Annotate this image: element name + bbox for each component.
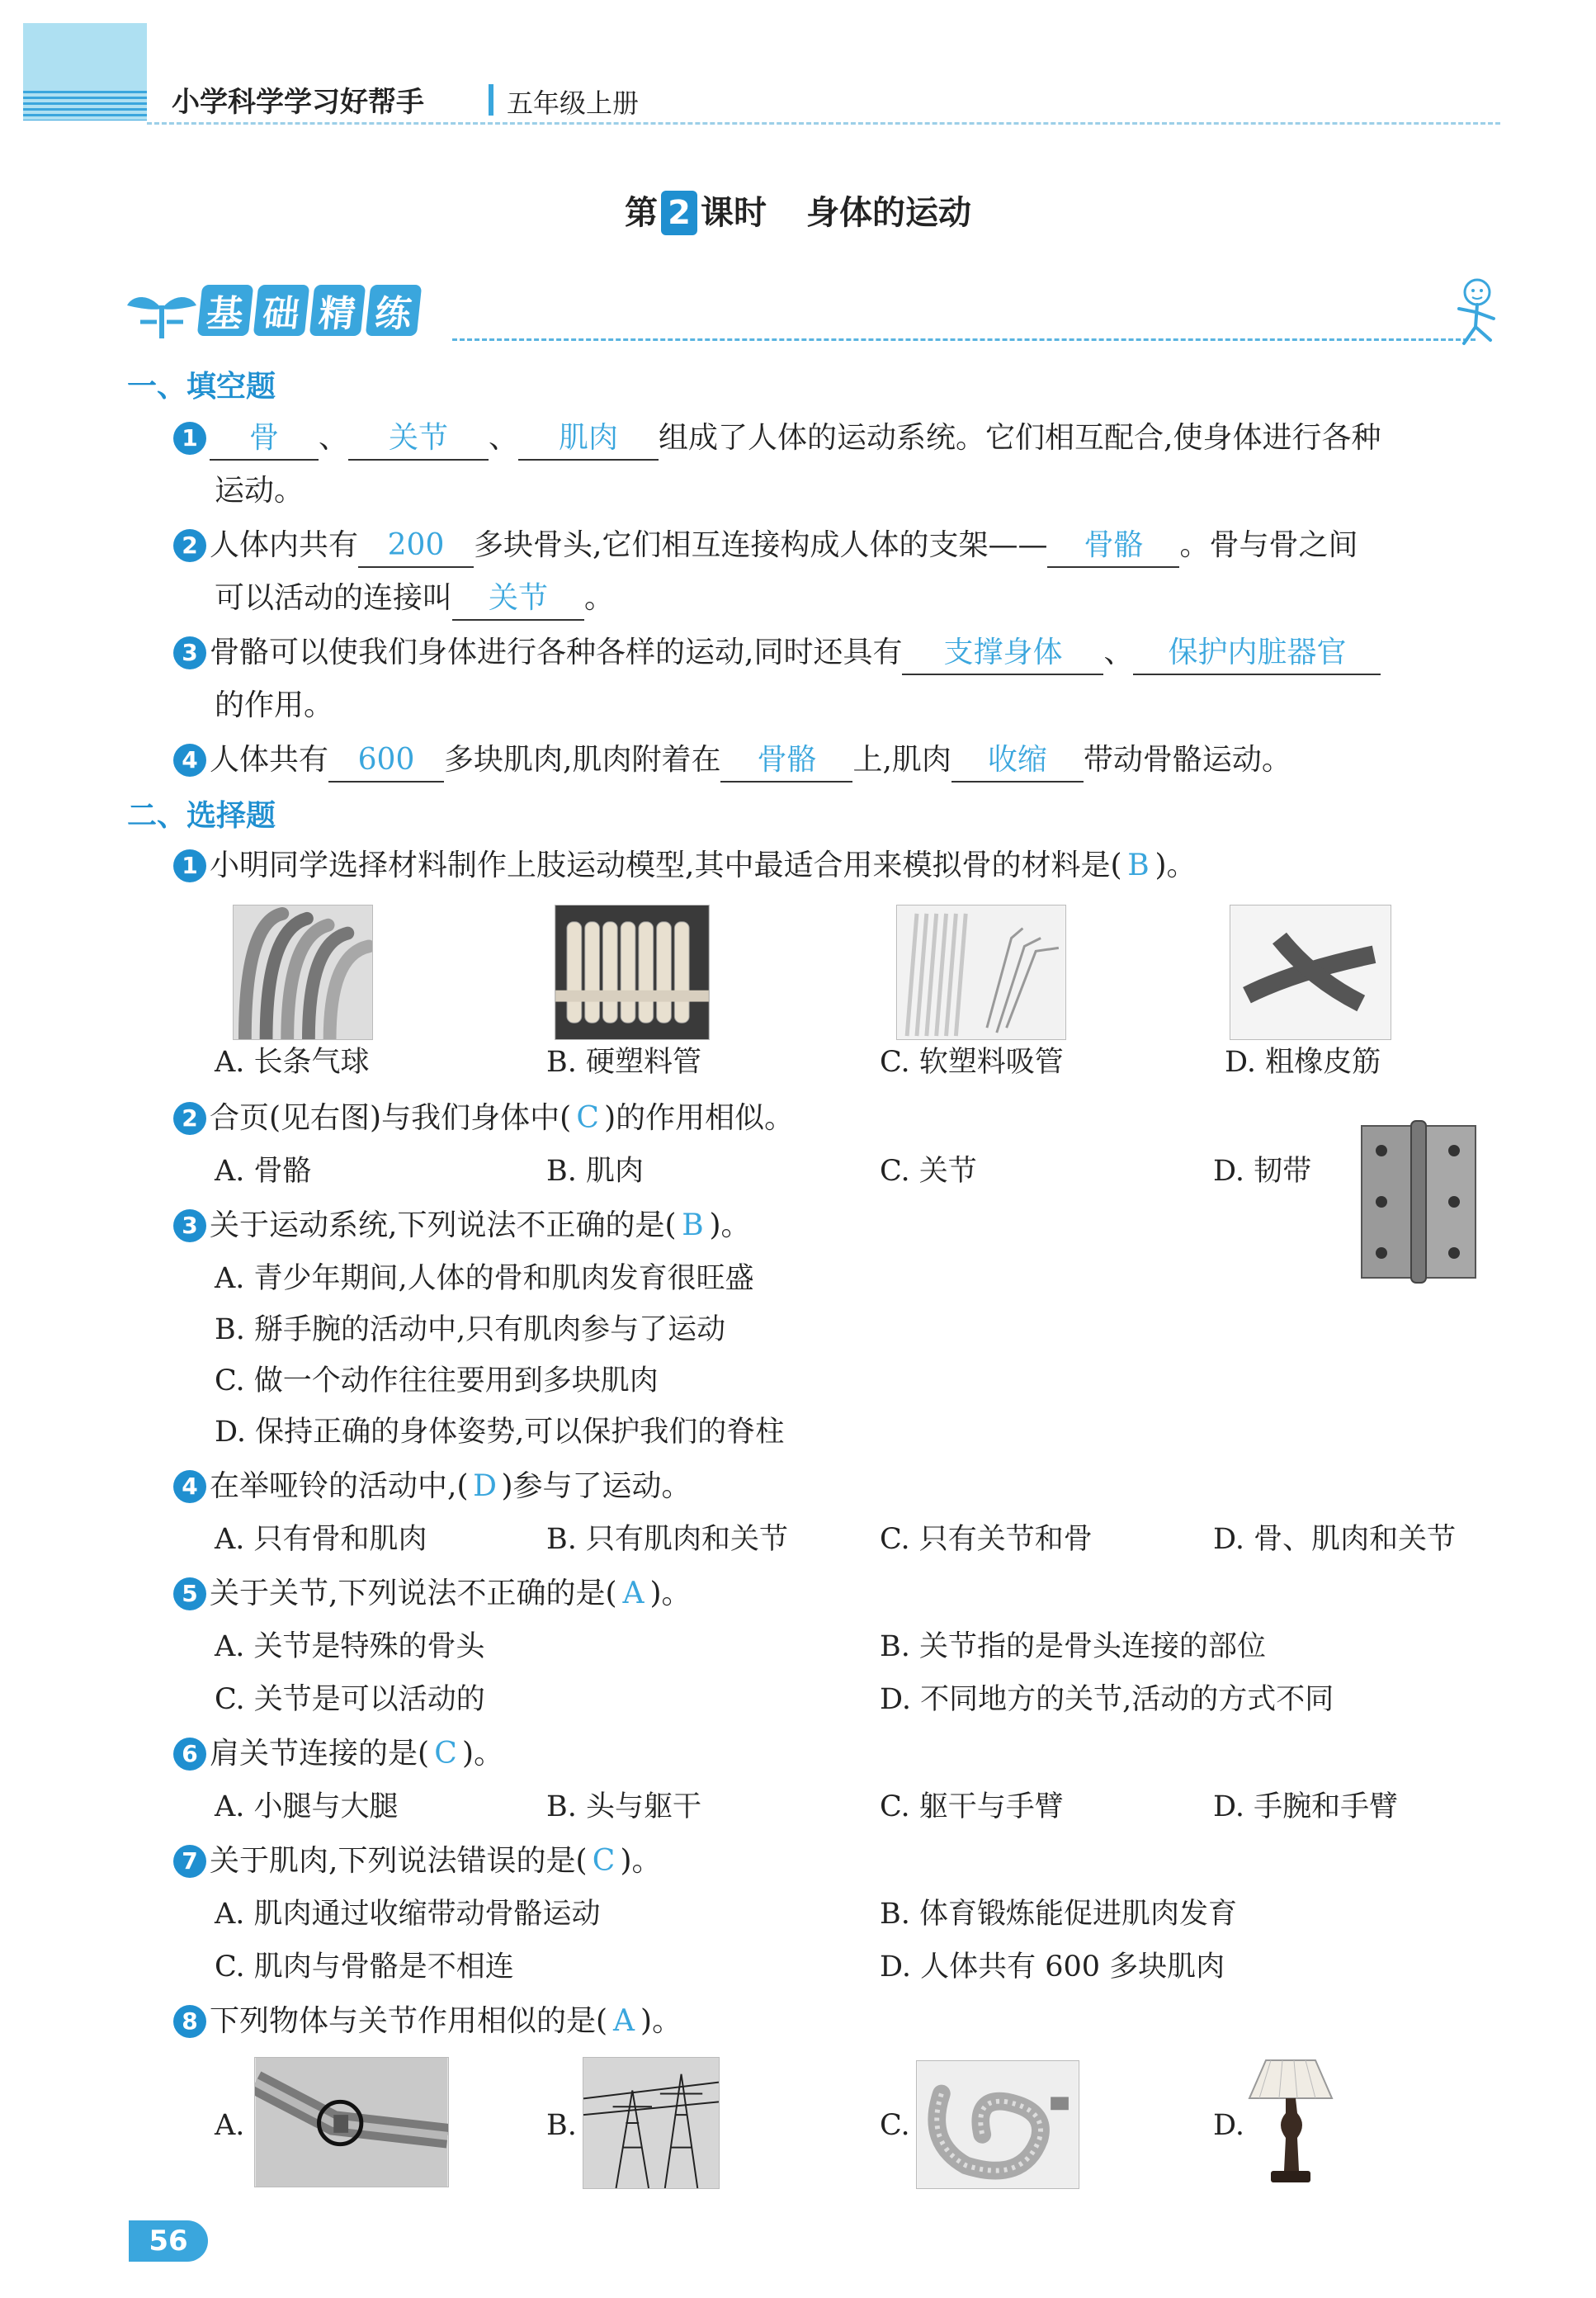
separator: 、 xyxy=(1103,636,1134,669)
option[interactable]: A. 青少年期间,人体的骨和肌肉发育很旺盛 xyxy=(215,1262,754,1295)
fill-q4 xyxy=(173,740,1291,783)
fill-q1-cont: 运动。 xyxy=(215,474,305,508)
question-text: 肩关节连接的是( xyxy=(210,1737,430,1771)
question-number: 4 xyxy=(173,1470,206,1503)
option[interactable]: A. 长条气球 xyxy=(215,1046,370,1079)
option[interactable]: D. 不同地方的关节,活动的方式不同 xyxy=(880,1683,1334,1716)
flexible-hose-image xyxy=(916,2060,1079,2189)
banner-char: 练 xyxy=(366,285,423,336)
running-kid-icon xyxy=(1439,276,1509,348)
answer-blank[interactable]: 支撑身体 xyxy=(902,632,1103,675)
question-text: )的作用相似。 xyxy=(604,1101,795,1135)
option[interactable]: C. 只有关节和骨 xyxy=(880,1523,1093,1556)
option[interactable]: A. 只有骨和肌肉 xyxy=(215,1523,427,1556)
option[interactable]: D. 保持正确的身体姿势,可以保护我们的脊柱 xyxy=(215,1416,785,1449)
choice-q3 xyxy=(173,1205,751,1246)
separator: 、 xyxy=(319,421,349,455)
option[interactable]: B. 只有肌肉和关节 xyxy=(546,1523,788,1556)
question-number: 2 xyxy=(173,1102,206,1135)
option[interactable]: D. xyxy=(1213,2109,1244,2142)
question-text: 关于关节,下列说法不正确的是( xyxy=(210,1577,617,1610)
choice-q7 xyxy=(173,1841,662,1882)
question-text: 人体共有 xyxy=(210,743,329,777)
question-text: )。 xyxy=(709,1208,751,1242)
header-separator xyxy=(489,84,493,116)
option[interactable]: C. 关节 xyxy=(880,1155,977,1188)
banner-char: 精 xyxy=(309,285,366,336)
question-number: 7 xyxy=(173,1845,206,1878)
question-number: 4 xyxy=(173,744,206,777)
sprout-icon xyxy=(124,281,200,340)
answer-blank[interactable]: 200 xyxy=(358,525,474,568)
section-banner xyxy=(124,281,419,340)
option[interactable]: C. 躯干与手臂 xyxy=(880,1790,1064,1823)
answer-blank[interactable]: 骨骼 xyxy=(1047,525,1179,568)
option[interactable]: B. 肌肉 xyxy=(546,1155,644,1188)
option[interactable]: B. 硬塑料管 xyxy=(546,1046,701,1079)
question-text: 组成了人体的运动系统。它们相互配合,使身体进行各种 xyxy=(659,421,1381,455)
answer-blank[interactable]: 保护内脏器官 xyxy=(1133,632,1381,675)
answer-mark[interactable]: B xyxy=(682,1208,704,1242)
fill-section-title: 一、填空题 xyxy=(127,370,276,404)
answer-mark[interactable]: C xyxy=(592,1844,616,1878)
option[interactable]: C. xyxy=(880,2109,910,2142)
answer-blank[interactable]: 收缩 xyxy=(951,740,1084,783)
question-text: 下列物体与关节作用相似的是( xyxy=(210,2004,608,2038)
answer-blank[interactable]: 关节 xyxy=(348,418,489,461)
choice-q6 xyxy=(173,1733,503,1775)
book-title: 小学科学学习好帮手 xyxy=(172,86,424,119)
answer-blank[interactable]: 关节 xyxy=(452,578,584,621)
lesson-suffix: 课时 xyxy=(701,194,767,232)
question-text: 关于运动系统,下列说法不正确的是( xyxy=(210,1208,677,1242)
option[interactable]: D. 韧带 xyxy=(1213,1155,1312,1188)
question-text: 在举哑铃的活动中,( xyxy=(210,1469,469,1503)
option[interactable]: D. 手腕和手臂 xyxy=(1213,1790,1399,1823)
option[interactable]: A. 肌肉通过收缩带动骨骼运动 xyxy=(215,1898,601,1931)
choice-q2 xyxy=(173,1098,794,1139)
answer-mark[interactable]: A xyxy=(613,2004,635,2038)
answer-mark[interactable]: D xyxy=(473,1469,497,1503)
banner-divider xyxy=(452,338,1476,341)
question-text: )。 xyxy=(1155,849,1197,882)
fill-q2-cont xyxy=(215,578,614,621)
fill-q3 xyxy=(173,632,1381,675)
answer-mark[interactable]: B xyxy=(1127,849,1150,882)
question-text: 。骨与骨之间 xyxy=(1179,528,1358,562)
long-balloons-image xyxy=(233,905,373,1040)
choice-q4 xyxy=(173,1466,692,1507)
fill-q3-cont: 的作用。 xyxy=(215,688,334,722)
question-text: 带动骨骼运动。 xyxy=(1083,743,1291,777)
separator: 、 xyxy=(489,421,519,455)
question-number: 5 xyxy=(173,1577,206,1610)
question-number: 8 xyxy=(173,2005,206,2038)
pipe-joint-image xyxy=(254,2057,449,2187)
answer-blank[interactable]: 600 xyxy=(328,740,444,783)
question-text: 小明同学选择材料制作上肢运动模型,其中最适合用来模拟骨的材料是( xyxy=(210,849,1122,882)
question-number: 3 xyxy=(173,636,206,669)
rubber-bands-image xyxy=(1230,905,1391,1040)
fill-q1 xyxy=(173,418,1381,461)
option[interactable]: D. 人体共有 600 多块肌肉 xyxy=(880,1950,1225,1984)
question-text: 骨骼可以使我们身体进行各种各样的运动,同时还具有 xyxy=(210,636,903,669)
grade-label: 五年级上册 xyxy=(507,87,640,119)
header-decor-stripes xyxy=(23,91,147,121)
choice-q5 xyxy=(173,1573,692,1615)
answer-mark[interactable]: C xyxy=(576,1101,599,1135)
option[interactable]: C. 肌肉与骨骼是不相连 xyxy=(215,1950,514,1984)
question-text: 人体内共有 xyxy=(210,528,359,562)
option[interactable]: A. xyxy=(215,2109,245,2142)
hinge-image xyxy=(1357,1119,1480,1284)
question-text: 上,肌肉 xyxy=(852,743,951,777)
answer-blank[interactable]: 肌肉 xyxy=(518,418,659,461)
option[interactable]: B. 掰手腕的活动中,只有肌肉参与了运动 xyxy=(215,1313,726,1346)
option[interactable]: A. 小腿与大腿 xyxy=(215,1790,399,1823)
power-towers-image xyxy=(583,2057,720,2189)
question-number: 1 xyxy=(173,849,206,882)
question-text: 多块肌肉,肌肉附着在 xyxy=(444,743,721,777)
question-text: 多块骨头,它们相互连接构成人体的支架—— xyxy=(474,528,1048,562)
option[interactable]: C. 做一个动作往往要用到多块肌肉 xyxy=(215,1364,659,1397)
hard-plastic-tubes-image xyxy=(555,905,710,1040)
lesson-number: 2 xyxy=(661,191,697,235)
choice-q8 xyxy=(173,2001,682,2042)
question-text: )。 xyxy=(462,1737,504,1771)
question-text: 。 xyxy=(584,581,615,615)
fill-q2 xyxy=(173,525,1358,568)
question-number: 6 xyxy=(173,1738,206,1771)
question-text: )。 xyxy=(649,1577,692,1610)
option[interactable]: A. 关节是特殊的骨头 xyxy=(215,1630,485,1663)
table-lamp-image xyxy=(1246,2055,1335,2189)
banner-char: 基 xyxy=(197,285,254,336)
answer-mark[interactable]: A xyxy=(622,1577,645,1610)
option[interactable]: C. 关节是可以活动的 xyxy=(215,1683,485,1716)
option[interactable]: B. xyxy=(546,2109,577,2142)
option[interactable]: B. 体育锻炼能促进肌肉发育 xyxy=(880,1898,1237,1931)
header-divider xyxy=(147,122,1500,125)
question-text: )。 xyxy=(620,1844,662,1878)
question-text: 合页(见右图)与我们身体中( xyxy=(210,1101,572,1135)
answer-mark[interactable]: C xyxy=(434,1737,457,1771)
lesson-title xyxy=(0,187,1596,235)
answer-blank[interactable]: 骨 xyxy=(210,418,319,461)
lesson-prefix: 第 xyxy=(625,194,658,232)
option[interactable]: C. 软塑料吸管 xyxy=(880,1046,1064,1079)
option[interactable]: D. 骨、肌肉和关节 xyxy=(1213,1523,1457,1556)
choice-section-title: 二、选择题 xyxy=(127,799,276,833)
question-number: 3 xyxy=(173,1209,206,1242)
question-text: )参与了运动。 xyxy=(501,1469,692,1503)
page-number: 56 xyxy=(129,2220,208,2262)
question-number: 2 xyxy=(173,529,206,562)
banner-char: 础 xyxy=(253,285,310,336)
question-text: 可以活动的连接叫 xyxy=(215,581,453,615)
question-text: )。 xyxy=(640,2004,682,2038)
question-text: 关于肌肉,下列说法错误的是( xyxy=(210,1844,588,1878)
soft-straws-image xyxy=(896,905,1066,1040)
option[interactable]: B. 关节指的是骨头连接的部位 xyxy=(880,1630,1266,1663)
question-number: 1 xyxy=(173,422,206,455)
option[interactable]: D. 粗橡皮筋 xyxy=(1225,1046,1381,1079)
answer-blank[interactable]: 骨骼 xyxy=(720,740,852,783)
option[interactable]: A. 骨骼 xyxy=(215,1155,312,1188)
choice-q1 xyxy=(173,845,1197,887)
option[interactable]: B. 头与躯干 xyxy=(546,1790,701,1823)
lesson-name: 身体的运动 xyxy=(806,194,971,232)
